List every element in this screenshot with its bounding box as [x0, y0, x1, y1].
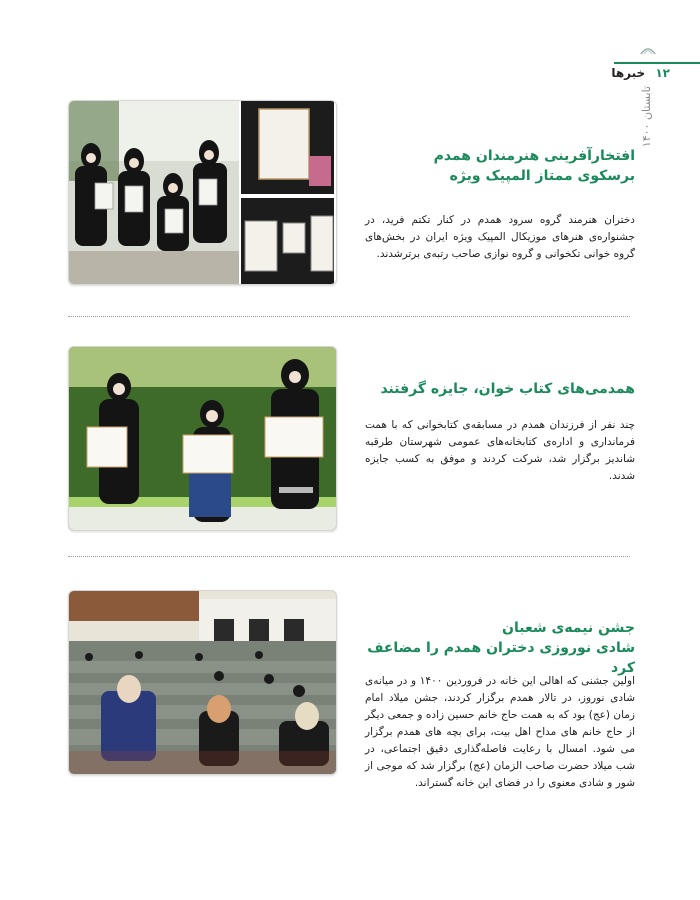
article-1-photo: [68, 100, 337, 285]
issue-season: تابستان ۱۴۰۰: [640, 86, 653, 148]
article-1-body: دختران هنرمند گروه سرود همدم در کنار تکتم فرید، در جشنواره‌ی هنرهای موزیکال المپیک ویژه ایران در بخش‌های گروه خوانی تکخوانی و گروه نوازی صاحب رتبه‌ی برترشدند.: [365, 214, 635, 260]
article-1-title-line-1: افتخارآفرینی هنرمندان همدم: [433, 148, 635, 164]
article-3-title: [365, 618, 635, 678]
section-header: [611, 66, 670, 80]
article-1-title: [375, 146, 635, 186]
article-2-photo: [68, 346, 337, 531]
article-3-title-line-1: جشن نیمه‌ی شعبان: [502, 620, 635, 636]
article-3-body: اولین جشنی که اهالی این خانه در فروردین ۱۴۰۰ و در میانه‌ی شادی نوروز، در تالار همدم برگزار کردند، جشن میلاد امام زمان (عج) بود که به همت حاج خانم حسین زاده و جمعی دیگر از حاج خانم های مداح اهل بیت، برای بچه های همدم برگزار می شود. امسال با رعایت فاصله‌گذاری دقیق اجتماعی، در شب میلاد حضرت صاحب الزمان (عج) برگزار شد که موجی از شور و شادی معنوی را در فضای این خانه گستراند.: [365, 675, 635, 789]
article-3-title-line-2: شادی نوروزی دختران همدم را مضاعف کرد: [367, 640, 635, 676]
section-title: خبرها: [611, 66, 646, 80]
article-3-photo: [68, 590, 337, 775]
magazine-logo-icon: [640, 44, 656, 56]
page-number: ۱۲: [655, 66, 670, 80]
article-2-title-line-1: همدمی‌های کتاب خوان، جایزه گرفتند: [380, 381, 635, 397]
header-rule: [614, 62, 700, 64]
article-2-title: [365, 379, 635, 399]
article-divider-2: [68, 556, 630, 557]
article-divider-1: [68, 316, 630, 317]
article-2-body: چند نفر از فرزندان همدم در مسابقه‌ی کتابخوانی که با همت فرمانداری و اداره‌ی کتابخانه‌های عمومی شهرستان طرقبه شاندیز برگزار شد، شرکت کردند و موفق به کسب جایزه شدند.: [365, 419, 635, 482]
article-1-title-line-2: برسکوی ممتاز المپیک ویژه: [449, 168, 635, 184]
